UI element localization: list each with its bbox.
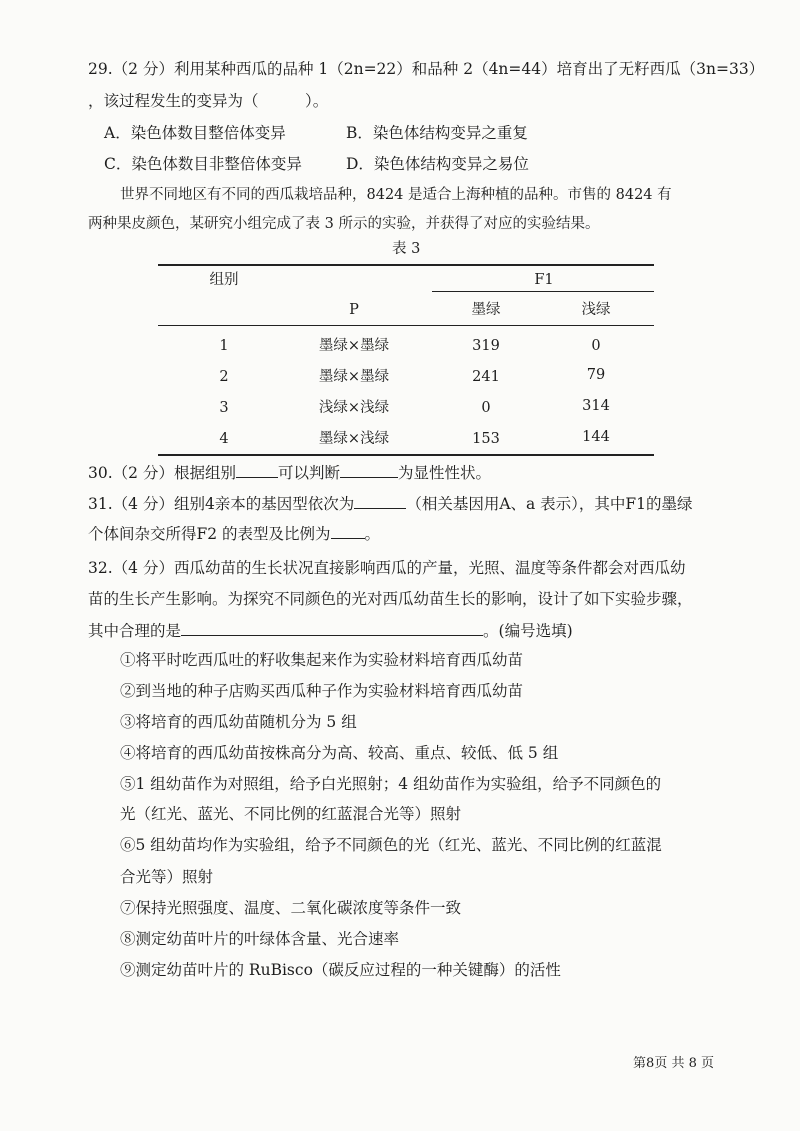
q29-option-a: A．染色体数目整倍体变异 (104, 124, 286, 142)
table-f1-rule (432, 291, 654, 292)
table-header-rule (158, 325, 654, 326)
row-group: 2 (219, 369, 229, 385)
q32-line-1: 32.（4 分）西瓜幼苗的生长状况直接影响西瓜的产量，光照、温度等条件都会对西瓜幼 (88, 559, 686, 577)
q32-line-2: 苗的生长产生影响。为探究不同颜色的光对西瓜幼苗生长的影响，设计了如下实验步骤， (88, 590, 693, 608)
q31-text-1: 31.（4 分）组别4亲本的基因型依次为 (88, 495, 355, 513)
q30-line (88, 461, 491, 484)
intro-line-2: 两种果皮颜色，某研究小组完成了表 3 所示的实验，并获得了对应的实验结果。 (88, 216, 600, 232)
q31-line-1 (88, 492, 693, 515)
q31-blank-genotype[interactable] (354, 492, 406, 509)
table-caption: 表 3 (392, 241, 421, 257)
row-dark-count: 241 (472, 369, 500, 385)
table-top-rule (158, 264, 654, 266)
q31-line-2 (88, 522, 380, 545)
step-5-continued: 光（红光、蓝光、不同比例的红蓝混合光等）照射 (120, 805, 462, 823)
step-6-continued: 合光等）照射 (120, 868, 214, 886)
q31-text-4: 。 (364, 525, 381, 543)
header-p: P (349, 302, 359, 318)
row-dark-count: 0 (481, 400, 491, 416)
q31-blank-ratio[interactable] (331, 522, 365, 539)
q30-text-1: 30.（2 分）根据组别 (88, 464, 236, 482)
q30-text-3: 为显性性状。 (397, 464, 491, 482)
q32-line-3 (88, 619, 573, 642)
page-number: 第8页 共 8 页 (633, 1056, 714, 1071)
header-light-green: 浅绿 (581, 302, 611, 318)
step-7: ⑦保持光照强度、温度、二氧化碳浓度等条件一致 (120, 899, 462, 917)
row-parents: 墨绿×墨绿 (318, 369, 390, 385)
q29-option-b: B．染色体结构变异之重复 (346, 124, 528, 142)
step-6: ⑥5 组幼苗均作为实验组，给予不同颜色的光（红光、蓝光、不同比例的红蓝混 (120, 836, 662, 854)
row-parents: 浅绿×浅绿 (318, 400, 390, 416)
table-bottom-rule (158, 454, 654, 456)
row-dark-count: 319 (472, 338, 500, 354)
row-group: 3 (219, 400, 229, 416)
row-dark-count: 153 (472, 431, 500, 447)
step-8: ⑧测定幼苗叶片的叶绿体含量、光合速率 (120, 930, 400, 948)
row-parents: 墨绿×墨绿 (318, 338, 390, 354)
step-5: ⑤1 组幼苗作为对照组，给予白光照射；4 组幼苗作为实验组，给予不同颜色的 (120, 775, 662, 793)
q29-option-d: D．染色体结构变异之易位 (346, 155, 529, 173)
q30-blank-group[interactable] (236, 461, 278, 478)
q30-blank-trait[interactable] (340, 461, 398, 478)
header-group: 组别 (209, 272, 239, 288)
row-light-count: 314 (582, 398, 610, 414)
intro-line-1: 世界不同地区有不同的西瓜栽培品种，8424 是适合上海种植的品种。市售的 8424 有 (120, 187, 672, 203)
step-3: ③将培育的西瓜幼苗随机分为 5 组 (120, 713, 357, 731)
q31-text-2: （相关基因用A、a 表示），其中F1的墨绿 (406, 495, 693, 513)
results-table (158, 264, 654, 456)
row-light-count: 144 (582, 429, 610, 445)
q29-line-1: 29.（2 分）利用某种西瓜的品种 1（2n=22）和品种 2（4n=44）培育出了无籽西瓜（3n=33） (88, 60, 765, 78)
row-group: 4 (219, 431, 229, 447)
step-9: ⑨测定幼苗叶片的 RuBisco（碳反应过程的一种关键酶）的活性 (120, 961, 561, 979)
step-2: ②到当地的种子店购买西瓜种子作为实验材料培育西瓜幼苗 (120, 682, 524, 700)
q32-blank-answer[interactable] (181, 619, 483, 636)
q30-text-2: 可以判断 (277, 464, 340, 482)
row-group: 1 (219, 338, 229, 354)
row-parents: 墨绿×浅绿 (318, 431, 390, 447)
row-light-count: 0 (591, 338, 601, 354)
q32-text-3a: 其中合理的是 (88, 622, 182, 640)
q31-text-3: 个体间杂交所得F2 的表型及比例为 (88, 525, 331, 543)
q32-text-3b: 。(编号选填) (483, 622, 573, 640)
q29-option-c: C．染色体数目非整倍体变异 (104, 155, 302, 173)
header-dark-green: 墨绿 (471, 302, 501, 318)
step-4: ④将培育的西瓜幼苗按株高分为高、较高、重点、较低、低 5 组 (120, 744, 559, 762)
header-f1: F1 (534, 272, 554, 288)
q29-line-2: ，该过程发生的变异为（ ）。 (88, 92, 329, 110)
step-1: ①将平时吃西瓜吐的籽收集起来作为实验材料培育西瓜幼苗 (120, 651, 524, 669)
row-light-count: 79 (586, 367, 606, 383)
